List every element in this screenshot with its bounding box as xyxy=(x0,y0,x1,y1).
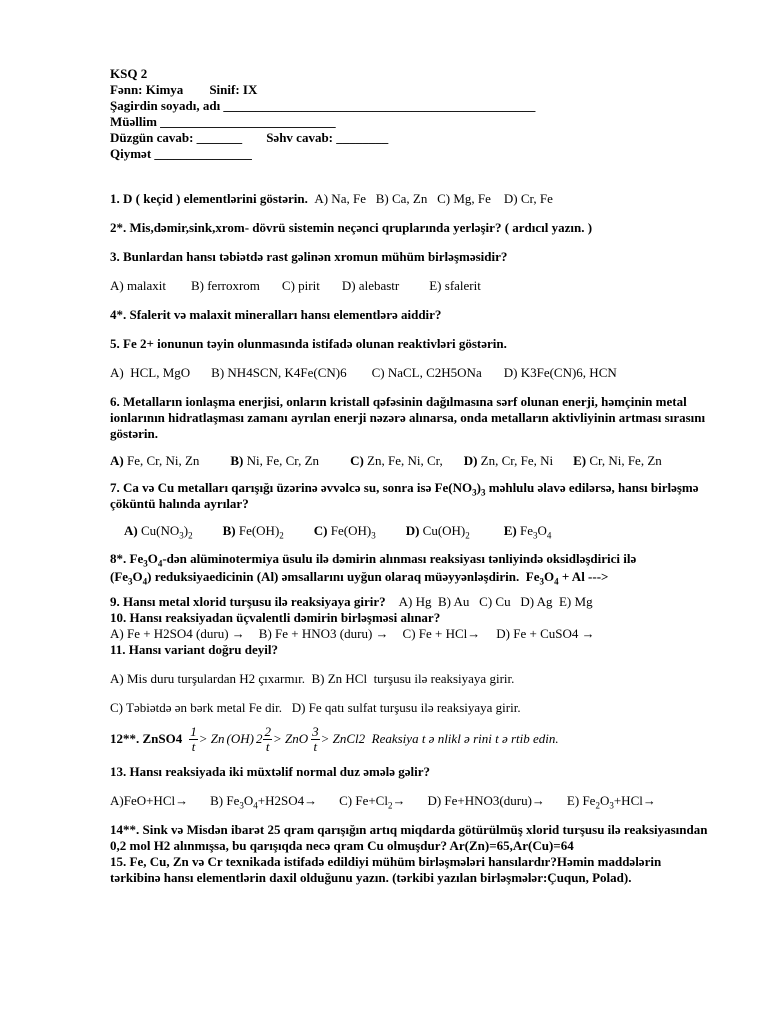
option[interactable] xyxy=(405,523,470,541)
q8-part: -dən alüminotermiya üsulu ilə dəmirin alınması reaksiyası tənliyində oksidləşdirici ilə xyxy=(162,551,637,566)
option[interactable] xyxy=(339,793,406,811)
q7-part: 7. Ca və Cu metalları qarışığı üzərinə əvvəlcə su, sonra isə Fe(NO xyxy=(110,480,473,495)
option-value: B) Fe xyxy=(210,793,240,808)
option-sub: 2 xyxy=(387,800,393,811)
question-5-text: 5. Fe 2+ ionunun təyin olunmasında istifadə olunan reaktivləri göstərin. xyxy=(110,336,507,351)
option-value: Fe, Cr, Ni, Zn xyxy=(123,453,200,468)
option-value: ) xyxy=(183,523,189,538)
option-value: C) Fe+Cl xyxy=(339,793,388,808)
question-11-options-ab: A) Mis duru turşulardan H2 çıxarmır. B) Zn HCl turşusu ilə reaksiyaya girir. xyxy=(110,671,515,686)
teacher-line[interactable]: Müəllim ___________________________ xyxy=(110,114,336,129)
option-value: O xyxy=(537,523,547,538)
option-letter: B) xyxy=(230,453,244,468)
option[interactable]: D) alebastr xyxy=(341,278,400,293)
student-name-line[interactable]: Şagirdin soyadı, adı ________________________________________________ xyxy=(110,98,536,113)
option[interactable] xyxy=(230,453,319,468)
option[interactable] xyxy=(313,523,376,541)
question-2-text: 2*. Mis,dəmir,sink,xrom- dövrü sistemin neçənci qruplarında yerləşir? ( ardıcıl yazın. ) xyxy=(110,220,593,235)
q8-sub: 3 xyxy=(143,558,148,569)
reaction-step: > ZnO xyxy=(272,731,309,746)
option[interactable]: D) K3Fe(CN)6, HCN xyxy=(503,365,617,380)
option-value: Cr, Ni, Fe, Zn xyxy=(586,453,662,468)
option[interactable] xyxy=(503,523,552,541)
fraction-2 xyxy=(263,725,272,754)
option-letter: C) xyxy=(313,523,328,538)
q8-sub: 3 xyxy=(128,576,133,587)
option-sub: 4 xyxy=(546,530,552,541)
option-letter: D) xyxy=(405,523,420,538)
fraction-den: t xyxy=(265,738,270,754)
option-value: O xyxy=(599,793,610,808)
option-value: Fe(OH) xyxy=(327,523,372,538)
option[interactable]: A) malaxit xyxy=(110,278,166,293)
question-10-text: 10. Hansı reaksiyadan üçvalentli dəmirin birləşməsi alınar? xyxy=(110,610,441,625)
option[interactable]: C) Fe + HCl→ xyxy=(402,626,481,641)
option[interactable] xyxy=(427,793,544,808)
fraction-den: t xyxy=(313,738,318,754)
option-letter: E) xyxy=(503,523,517,538)
option-value: Ni, Fe, Cr, Zn xyxy=(243,453,320,468)
option[interactable] xyxy=(566,793,656,811)
option[interactable] xyxy=(110,793,188,808)
q8-part: O xyxy=(147,551,158,566)
option-sub: 2 xyxy=(595,800,600,811)
option-sub: 2 xyxy=(188,530,193,541)
option[interactable]: C) NaCL, C2H5ONa xyxy=(371,365,482,380)
q8-part: 8*. Fe xyxy=(110,551,144,566)
question-1 xyxy=(110,191,720,207)
option-value: → xyxy=(392,793,406,808)
option-sub: 3 xyxy=(533,530,538,541)
option[interactable] xyxy=(222,523,284,541)
grade-line[interactable]: Qiymət _______________ xyxy=(110,146,252,161)
worksheet xyxy=(110,66,720,886)
question-12 xyxy=(110,722,720,756)
ksq-title: KSQ 2 xyxy=(110,66,148,81)
option[interactable] xyxy=(464,453,553,468)
option-value: Cu(NO xyxy=(137,523,180,538)
q8-part: ) reduksiyaedicinin (Al) əmsallarını uyğun olaraq müəyyənləşdirin. Fe xyxy=(147,569,540,584)
question-9 xyxy=(110,594,720,610)
fraction-3 xyxy=(311,725,320,754)
option-value: +H2SO4→ xyxy=(257,793,318,808)
question-4-text: 4*. Sfalerit və malaxit mineralları hansı elementlərə aiddir? xyxy=(110,307,442,322)
option[interactable] xyxy=(110,453,199,468)
option-letter: B) xyxy=(222,523,236,538)
correct-answers-line[interactable]: Düzgün cavab: _______ xyxy=(110,130,243,145)
option-letter: A) xyxy=(124,523,138,538)
option[interactable]: D) Fe + CuSO4 → xyxy=(496,626,595,641)
question-3-options xyxy=(110,278,720,294)
question-15-text: 15. Fe, Cu, Zn və Cr texnikada istifadə edildiyi mühüm birləşmələri hansılardır?Həmin maddələrin tərkibinə hansı elementlərin daxil olduğunu yazın. (tərkibi yazılan birləşmələr:Çuqun, Polad). xyxy=(110,854,662,885)
option-letter: E) xyxy=(573,453,587,468)
q8-sub: 3 xyxy=(539,576,544,587)
option-letter: C) xyxy=(350,453,364,468)
question-8-text xyxy=(110,550,720,586)
question-7-text xyxy=(110,480,710,512)
q7-part: məhlulu əlavə edilərsə, hansı birləşmə çöküntü halında ayrılar? xyxy=(110,480,699,511)
option-value: Zn, Fe, Ni, Cr, xyxy=(363,453,443,468)
option-value: Zn, Cr, Fe, Ni xyxy=(477,453,554,468)
q8-sub: 4 xyxy=(157,558,163,569)
question-3-text: 3. Bunlardan hansı təbiətdə rast gəlinən xromun mühüm birləşməsidir? xyxy=(110,249,508,264)
option-sub: 3 xyxy=(609,800,614,811)
question-1-text: 1. D ( keçid ) elementlərini göstərin. xyxy=(110,191,308,206)
reaction-step: > Zn xyxy=(198,731,225,746)
option-value: D) Fe+HNO3(duru)→ xyxy=(427,793,545,808)
q8-part: O xyxy=(543,569,555,584)
fraction-den: t xyxy=(191,738,196,754)
header xyxy=(110,66,720,162)
fraction-num: 3 xyxy=(312,723,319,739)
option-sub: 2 xyxy=(279,530,284,541)
option-letter: D) xyxy=(463,453,478,468)
fraction-num: 1 xyxy=(190,723,197,739)
question-7-options xyxy=(110,523,720,539)
reaction-step: 2 xyxy=(255,731,263,746)
option-letter: A) xyxy=(110,453,124,468)
q7-part: ) xyxy=(476,480,481,495)
question-9-text: 9. Hansı metal xlorid turşusu ilə reaksiyaya girir? xyxy=(110,594,386,609)
question-5-options xyxy=(110,365,720,381)
reaction-step: > ZnCl2 xyxy=(320,731,366,746)
question-13-text: 13. Hansı reaksiyada iki müxtəlif normal duz əmələ gəlir? xyxy=(110,764,431,779)
option[interactable]: C) pirit xyxy=(281,278,320,293)
q8-part: O xyxy=(132,569,143,584)
option-sub: 3 xyxy=(179,530,184,541)
question-11-options-cd: C) Təbiətdə ən bərk metal Fe dir. D) Fe qatı sulfat turşusu ilə reaksiyaya girir. xyxy=(110,700,521,715)
option[interactable] xyxy=(124,523,193,541)
option-value: +HCl→ xyxy=(613,793,656,808)
option[interactable]: B) Fe + HNO3 (duru) → xyxy=(258,626,389,641)
option[interactable]: E) sfalerit xyxy=(429,278,481,293)
option[interactable] xyxy=(350,453,443,468)
option-sub: 3 xyxy=(239,800,244,811)
class-label: Sinif: IX xyxy=(209,82,258,97)
q8-part: (Fe xyxy=(110,569,129,584)
question-12-label: 12**. ZnSO4 xyxy=(110,731,183,746)
q8-part: + Al ---> xyxy=(558,569,609,584)
subject-row xyxy=(110,82,720,98)
q8-sub: 4 xyxy=(142,576,148,587)
option-sub: 4 xyxy=(253,800,258,811)
option-value: A)FeO+HCl→ xyxy=(110,793,189,808)
option[interactable]: B) ferroxrom xyxy=(190,278,260,293)
option-sub: 2 xyxy=(465,530,470,541)
question-6-text: 6. Metalların ionlaşma enerjisi, onların kristall qəfəsinin dağılmasına sərf olunan enerji, həmçinin metal ionlarının hidratlaşması zamanı ayrılan enerji nəzərə alınarsa, onda metalların aktivliyinin artması sırasını göstərin. xyxy=(110,394,706,441)
q7-sub: 3 xyxy=(480,487,486,498)
question-10-options xyxy=(110,626,720,642)
question-12-instruction: Reaksiya t ə nlikl ə rini t ə rtib edin. xyxy=(365,731,559,746)
fraction-1 xyxy=(189,725,198,754)
option-value: O xyxy=(243,793,254,808)
option-value: Fe(OH) xyxy=(235,523,280,538)
option-value: Fe xyxy=(516,523,534,538)
question-6-options xyxy=(110,453,720,469)
option-value: Cu(OH) xyxy=(419,523,466,538)
question-11-text: 11. Hansı variant doğru deyil? xyxy=(110,642,278,657)
option[interactable]: B) NH4SCN, K4Fe(CN)6 xyxy=(211,365,347,380)
option[interactable] xyxy=(573,453,662,468)
wrong-answers-line[interactable]: Səhv cavab: ________ xyxy=(266,130,389,145)
answers-row xyxy=(110,130,720,146)
question-13-options xyxy=(110,793,720,809)
question-9-options: A) Hg B) Au C) Cu D) Ag E) Mg xyxy=(398,594,593,609)
fraction-num: 2 xyxy=(264,723,271,739)
q8-sub: 4 xyxy=(554,576,559,587)
option[interactable]: A) Fe + H2SO4 (duru) → xyxy=(110,626,245,641)
option-value: E) Fe xyxy=(566,793,596,808)
question-1-options: A) Na, Fe B) Ca, Zn C) Mg, Fe D) Cr, Fe xyxy=(314,191,553,206)
subject-label: Fənn: Kimya xyxy=(110,82,184,97)
question-14-text: 14**. Sink və Misdən ibarət 25 qram qarışığın artıq miqdarda götürülmüş xlorid turşusu ilə reaksiyasından 0,2 mol H2 alınmışsa, bu qarışıqda necə qram Cu olmuşdur? Ar(Zn)=65,Ar(Cu)=64 xyxy=(110,822,708,853)
option[interactable]: A) HCL, MgO xyxy=(110,365,191,380)
reaction-step: (OH) xyxy=(226,731,254,746)
option-sub: 3 xyxy=(371,530,376,541)
option[interactable] xyxy=(210,793,318,811)
q7-sub: 3 xyxy=(472,487,477,498)
